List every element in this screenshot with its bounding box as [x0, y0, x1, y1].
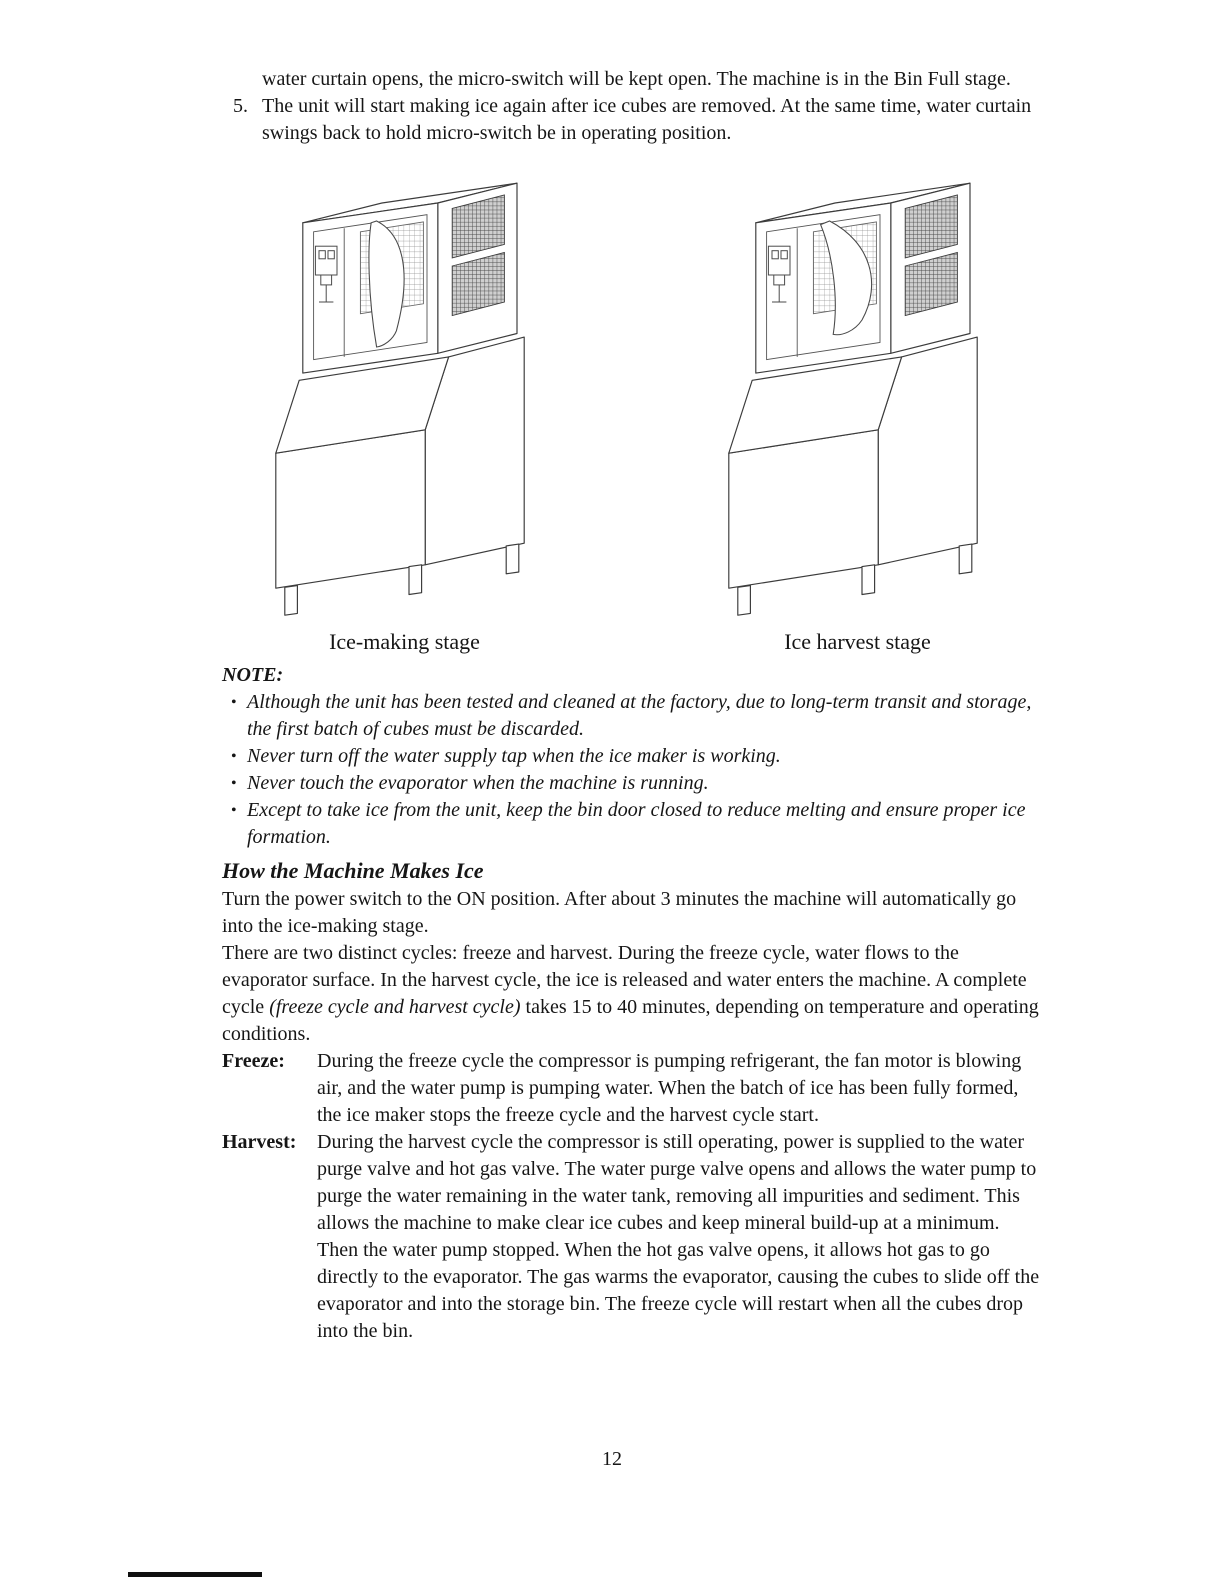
- note-bullet: • Never turn off the water supply tap when the ice maker is working.: [222, 743, 1042, 770]
- freeze-label: Freeze:: [222, 1050, 285, 1072]
- caption-ice-making-stage: Ice-making stage: [329, 629, 480, 654]
- list-item-5: [222, 93, 1042, 147]
- page-number: 12: [602, 1448, 622, 1470]
- caption-ice-harvest-stage: Ice harvest stage: [784, 629, 931, 654]
- note-bullet: • Except to take ice from the unit, keep the bin door closed to reduce melting and ensure proper ice formation.: [222, 797, 1042, 851]
- harvest-text: During the harvest cycle the compressor is still operating, power is supplied to the water purge valve and hot gas valve. The water purge valve opens and allows the water pump to purge the water remaining in the water tank, removing all impurities and sediment. This allows the machine to make clear ice cubes and keep mineral build-up at a minimum. Then the water pump stopped. When the hot gas valve opens, it allows hot gas to go directly to the evaporator. The gas warms the evaporator, causing the cubes to slide off the evaporator and into the storage bin. The freeze cycle will restart when all the cubes drop into the bin.: [317, 1131, 1040, 1342]
- definition-freeze: [222, 1048, 1042, 1129]
- page-content: [222, 66, 1042, 1345]
- paragraph-power-on: Turn the power switch to the ON position. After about 3 minutes the machine will automatically go into the ice-making stage.: [222, 888, 1017, 937]
- list-number-spacer: [222, 66, 262, 93]
- section-heading-how-the-machine-makes-ice: How the Machine Makes Ice: [222, 858, 484, 883]
- scan-artifact-line: [128, 1572, 262, 1577]
- note-bullet: • Never touch the evaporator when the machine is running.: [222, 770, 1042, 797]
- cycles-text-2: takes 15 to 40 minutes, depending on temperature and operating conditions.: [222, 996, 1039, 1045]
- freeze-text: During the freeze cycle the compressor is pumping refrigerant, the fan motor is blowing air, and the water pump is pumping water. When the batch of ice has been fully formed, the ice maker stops the freeze cycle and the harvest cycle start.: [317, 1050, 1022, 1126]
- ice-machine-drawing-ice-making: [274, 149, 535, 626]
- list-item-5-text: The unit will start making ice again after ice cubes are removed. At the same time, water curtain swings back to hold micro-switch be in operating position.: [262, 95, 1032, 144]
- figure-row: [274, 149, 1042, 656]
- paragraph-cycles: [222, 940, 1042, 1048]
- continuation-text: water curtain opens, the micro-switch will be kept open. The machine is in the Bin Full stage.: [262, 68, 1011, 90]
- ice-machine-drawing-harvest: [727, 149, 988, 626]
- harvest-label: Harvest:: [222, 1131, 297, 1153]
- figure-ice-harvest-stage: [727, 149, 988, 656]
- list-item-5-number: 5.: [233, 95, 248, 117]
- note-heading: NOTE:: [222, 664, 284, 686]
- definition-harvest: [222, 1129, 1042, 1345]
- note-bullet: • Although the unit has been tested and cleaned at the factory, due to long-term transit and storage, the first batch of cubes must be discarded.: [222, 689, 1042, 743]
- note-list: [222, 689, 1042, 851]
- figure-ice-making-stage: [274, 149, 535, 656]
- cycles-text-italic: (freeze cycle and harvest cycle): [269, 996, 521, 1018]
- paragraph-continuation: [222, 66, 1042, 93]
- cycles-text-1: There are two distinct cycles: freeze and harvest. During the freeze cycle, water flows to the evaporator surface. In the harvest cycle, the ice is released and water enters the machine. A complete cycle: [222, 942, 1027, 1018]
